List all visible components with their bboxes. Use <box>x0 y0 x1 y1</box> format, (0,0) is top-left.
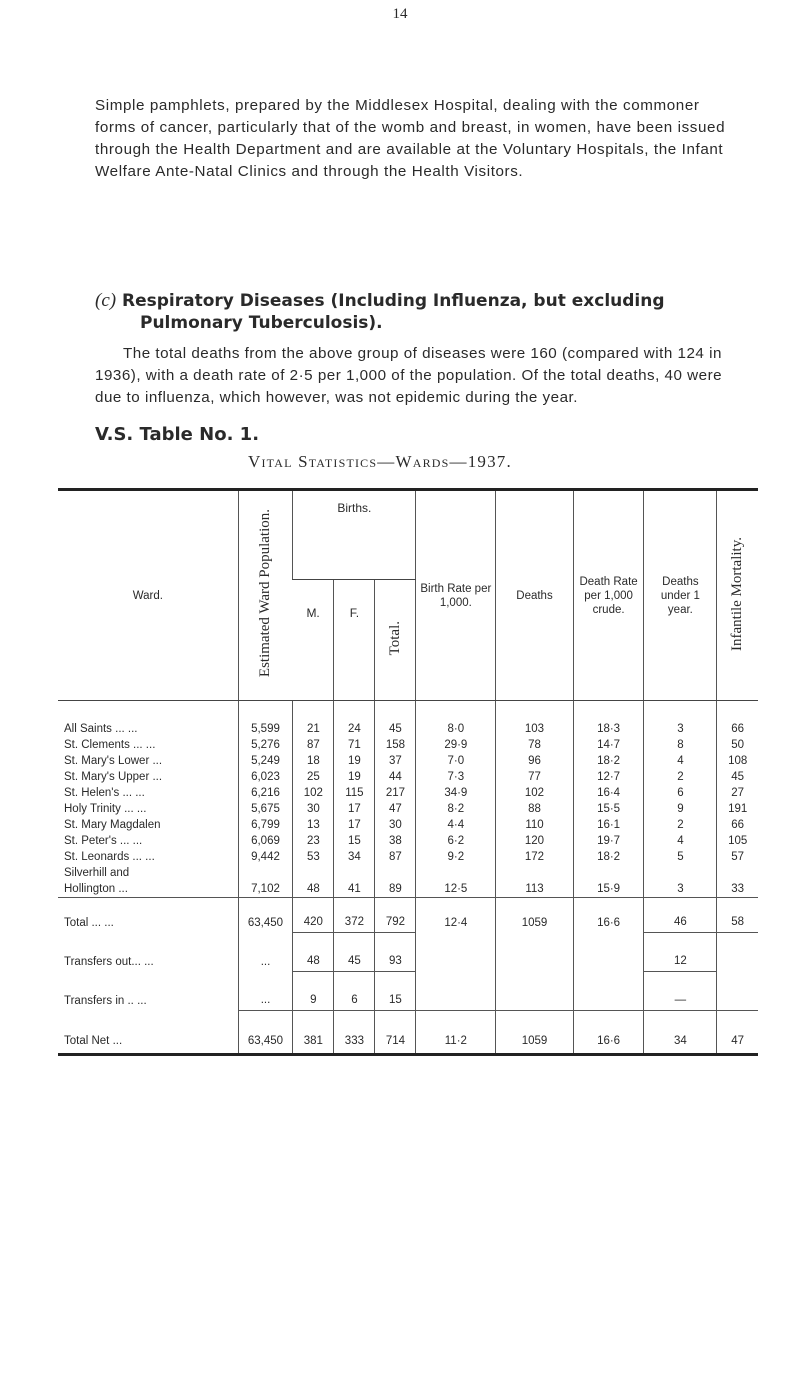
transfers-in-infmort <box>717 972 758 1011</box>
net-total-row <box>58 1011 758 1055</box>
section-heading <box>95 290 735 334</box>
cell-births-f: 19 <box>334 769 375 785</box>
transfers-in-under-1: — <box>644 972 717 1011</box>
ward-name: St. Mary's Upper ... <box>64 771 163 783</box>
net-infantile-mortality: 47 <box>717 1011 758 1055</box>
cell-deaths: 120 <box>496 833 574 849</box>
total-label: Total ... ... <box>58 898 238 933</box>
cell-population: 5,276 <box>238 737 293 753</box>
header-population: Estimated Ward Population. <box>238 490 293 701</box>
transfers-out-label: Transfers out... ... <box>64 955 154 968</box>
cell-population: 6,799 <box>238 817 293 833</box>
transfers-in-total: 15 <box>375 972 416 1011</box>
cell-population: 6,069 <box>238 833 293 849</box>
table-row <box>58 833 758 849</box>
header-deaths-under-1: Deaths under 1 year. <box>644 490 717 701</box>
cell-deaths: 96 <box>496 753 574 769</box>
cell-population: 5,249 <box>238 753 293 769</box>
cell-birth-rate: 8·0 <box>416 701 496 738</box>
cell-births-total: 87 <box>375 849 416 865</box>
cell-death-rate: 15·5 <box>573 801 644 817</box>
cell-deaths-under-1: 2 <box>644 769 717 785</box>
cell-births-m: 102 <box>293 785 334 801</box>
table-row <box>58 737 758 753</box>
cell-deaths: 172 <box>496 849 574 865</box>
cell-death-rate: 14·7 <box>573 737 644 753</box>
cell-births-f: 115 <box>334 785 375 801</box>
cell-births-m: 23 <box>293 833 334 849</box>
net-births-m: 381 <box>293 1011 334 1055</box>
cell-infantile-mortality: 191 <box>717 801 758 817</box>
transfers-in-row <box>58 972 758 1011</box>
table-row <box>58 769 758 785</box>
table-row <box>58 753 758 769</box>
cell-birth-rate: 6·2 <box>416 833 496 849</box>
cell-births-f: 17 <box>334 817 375 833</box>
net-death-rate: 16·6 <box>573 1011 644 1055</box>
transfers-out-death-rate <box>573 933 644 972</box>
cell-births-f: 24 <box>334 701 375 738</box>
transfers-in-population: ... <box>238 972 293 1011</box>
cell-births-m: 53 <box>293 849 334 865</box>
header-births-m: M. <box>293 580 334 701</box>
transfers-out-birth-rate <box>416 933 496 972</box>
cell-population: 9,442 <box>238 849 293 865</box>
cell-deaths-under-1: 2 <box>644 817 717 833</box>
cell-deaths-under-1: 5 <box>644 849 717 865</box>
ward-name: All Saints ... ... <box>64 723 138 735</box>
ward-name: St. Mary Magdalen <box>64 819 161 831</box>
cell-infantile-mortality: 108 <box>717 753 758 769</box>
ward-rows <box>58 701 758 1055</box>
section-title-line2: Pulmonary Tuberculosis). <box>140 313 383 333</box>
cell-births-m: 48 <box>293 865 334 898</box>
cell-death-rate: 19·7 <box>573 833 644 849</box>
section-label: (c) <box>95 290 117 311</box>
ward-name: St. Peter's ... ... <box>64 835 143 847</box>
cell-birth-rate: 7·0 <box>416 753 496 769</box>
cell-birth-rate: 9·2 <box>416 849 496 865</box>
cell-births-total: 158 <box>375 737 416 753</box>
table-row <box>58 865 758 898</box>
page-number: 14 <box>392 6 408 22</box>
section-title-line1: Respiratory Diseases (Including Influenza, but excluding <box>122 291 665 311</box>
cell-births-total: 44 <box>375 769 416 785</box>
cell-births-f: 34 <box>334 849 375 865</box>
cell-population: 5,599 <box>238 701 293 738</box>
cell-death-rate: 18·2 <box>573 849 644 865</box>
header-ward: Ward. <box>58 490 238 701</box>
cell-births-m: 87 <box>293 737 334 753</box>
cell-births-f: 71 <box>334 737 375 753</box>
cell-births-total: 30 <box>375 817 416 833</box>
cell-death-rate: 12·7 <box>573 769 644 785</box>
total-population: 63,450 <box>238 898 293 933</box>
cell-deaths: 102 <box>496 785 574 801</box>
cell-population: 6,216 <box>238 785 293 801</box>
cell-births-m: 30 <box>293 801 334 817</box>
transfers-out-under-1: 12 <box>644 933 717 972</box>
header-deaths: Deaths <box>496 490 574 701</box>
net-under-1: 34 <box>644 1011 717 1055</box>
cell-births-f: 17 <box>334 801 375 817</box>
ward-name: St. Clements ... ... <box>64 739 156 751</box>
cell-infantile-mortality: 66 <box>717 817 758 833</box>
cell-birth-rate: 34·9 <box>416 785 496 801</box>
section-body: The total deaths from the above group of diseases were 160 (compared with 124 in 1936), with a death rate of 2·5 per 1,000 of the population. Of the total deaths, 40 were due to influenza, which however, was not epidemic during the year. <box>95 345 723 406</box>
cell-population: 7,102 <box>238 865 293 898</box>
cell-deaths: 110 <box>496 817 574 833</box>
ward-name: St. Mary's Lower ... <box>64 755 163 767</box>
cell-births-total: 217 <box>375 785 416 801</box>
cell-infantile-mortality: 57 <box>717 849 758 865</box>
intro-paragraph: Simple pamphlets, prepared by the Middlesex Hospital, dealing with the commoner forms of cancer, particularly that of the womb and breast, in women, have been issued through the Health Department and are available at the Voluntary Hospitals, the Infant Welfare Ante-Natal Clinics and through the Health Visitors. <box>95 97 726 180</box>
transfers-out-total: 93 <box>375 933 416 972</box>
cell-births-m: 18 <box>293 753 334 769</box>
cell-infantile-mortality: 45 <box>717 769 758 785</box>
cell-births-total: 38 <box>375 833 416 849</box>
ward-name: Silverhill and Hollington ... <box>64 867 130 895</box>
transfers-out-m: 48 <box>293 933 334 972</box>
cell-deaths-under-1: 4 <box>644 753 717 769</box>
transfers-in-death-rate <box>573 972 644 1011</box>
cell-births-f: 15 <box>334 833 375 849</box>
cell-deaths-under-1: 6 <box>644 785 717 801</box>
transfers-in-birth-rate <box>416 972 496 1011</box>
cell-death-rate: 18·3 <box>573 701 644 738</box>
total-births-f: 372 <box>334 898 375 933</box>
cell-birth-rate: 12·5 <box>416 865 496 898</box>
table-row <box>58 817 758 833</box>
ward-name: St. Leonards ... ... <box>64 851 155 863</box>
table-title: Vital Statistics—Wards—1937. <box>248 452 512 471</box>
cell-deaths-under-1: 3 <box>644 701 717 738</box>
net-deaths: 1059 <box>496 1011 574 1055</box>
total-births-m: 420 <box>293 898 334 933</box>
cell-births-total: 47 <box>375 801 416 817</box>
cell-infantile-mortality: 50 <box>717 737 758 753</box>
header-births-total: Total. <box>375 580 416 701</box>
cell-births-f: 41 <box>334 865 375 898</box>
cell-births-total: 37 <box>375 753 416 769</box>
transfers-out-row <box>58 933 758 972</box>
cell-deaths: 78 <box>496 737 574 753</box>
cell-deaths-under-1: 4 <box>644 833 717 849</box>
cell-death-rate: 15·9 <box>573 865 644 898</box>
transfers-in-label: Transfers in .. ... <box>64 994 147 1007</box>
header-births: Births. <box>293 490 416 580</box>
cell-deaths-under-1: 9 <box>644 801 717 817</box>
cell-births-total: 89 <box>375 865 416 898</box>
cell-deaths: 88 <box>496 801 574 817</box>
net-birth-rate: 11·2 <box>416 1011 496 1055</box>
cell-population: 5,675 <box>238 801 293 817</box>
cell-infantile-mortality: 33 <box>717 865 758 898</box>
transfers-in-deaths <box>496 972 574 1011</box>
table-row <box>58 801 758 817</box>
cell-deaths-under-1: 8 <box>644 737 717 753</box>
net-label: Total Net ... <box>64 1035 123 1047</box>
cell-deaths: 77 <box>496 769 574 785</box>
cell-population: 6,023 <box>238 769 293 785</box>
transfers-out-infmort <box>717 933 758 972</box>
cell-birth-rate: 4·4 <box>416 817 496 833</box>
cell-infantile-mortality: 27 <box>717 785 758 801</box>
net-births-f: 333 <box>334 1011 375 1055</box>
cell-birth-rate: 8·2 <box>416 801 496 817</box>
transfers-out-population: ... <box>238 933 293 972</box>
cell-births-m: 25 <box>293 769 334 785</box>
table-row <box>58 785 758 801</box>
cell-death-rate: 16·4 <box>573 785 644 801</box>
table-label: V.S. Table No. 1. <box>95 424 260 445</box>
total-births-total: 792 <box>375 898 416 933</box>
cell-births-f: 19 <box>334 753 375 769</box>
cell-deaths: 113 <box>496 865 574 898</box>
table-row <box>58 701 758 738</box>
header-birth-rate: Birth Rate per 1,000. <box>416 490 496 701</box>
net-births-total: 714 <box>375 1011 416 1055</box>
total-deaths-under-1: 46 <box>644 898 717 933</box>
cell-births-m: 13 <box>293 817 334 833</box>
transfers-out-deaths <box>496 933 574 972</box>
total-birth-rate: 12·4 <box>416 898 496 933</box>
total-infantile-mortality: 58 <box>717 898 758 933</box>
transfers-out-f: 45 <box>334 933 375 972</box>
cell-infantile-mortality: 66 <box>717 701 758 738</box>
cell-births-m: 21 <box>293 701 334 738</box>
header-births-f: F. <box>334 580 375 701</box>
cell-deaths: 103 <box>496 701 574 738</box>
cell-death-rate: 16·1 <box>573 817 644 833</box>
cell-birth-rate: 7·3 <box>416 769 496 785</box>
transfers-in-f: 6 <box>334 972 375 1011</box>
ward-name: Holy Trinity ... ... <box>64 803 147 815</box>
cell-death-rate: 18·2 <box>573 753 644 769</box>
header-infantile-mortality: Infantile Mortality. <box>717 490 758 701</box>
ward-name: St. Helen's ... ... <box>64 787 145 799</box>
cell-births-total: 45 <box>375 701 416 738</box>
total-death-rate: 16·6 <box>573 898 644 933</box>
transfers-in-m: 9 <box>293 972 334 1011</box>
vital-statistics-table <box>58 488 758 1056</box>
cell-birth-rate: 29·9 <box>416 737 496 753</box>
total-deaths: 1059 <box>496 898 574 933</box>
cell-infantile-mortality: 105 <box>717 833 758 849</box>
header-death-rate: Death Rate per 1,000 crude. <box>573 490 644 701</box>
cell-deaths-under-1: 3 <box>644 865 717 898</box>
table-row <box>58 849 758 865</box>
net-population: 63,450 <box>238 1011 293 1055</box>
total-row <box>58 898 758 933</box>
